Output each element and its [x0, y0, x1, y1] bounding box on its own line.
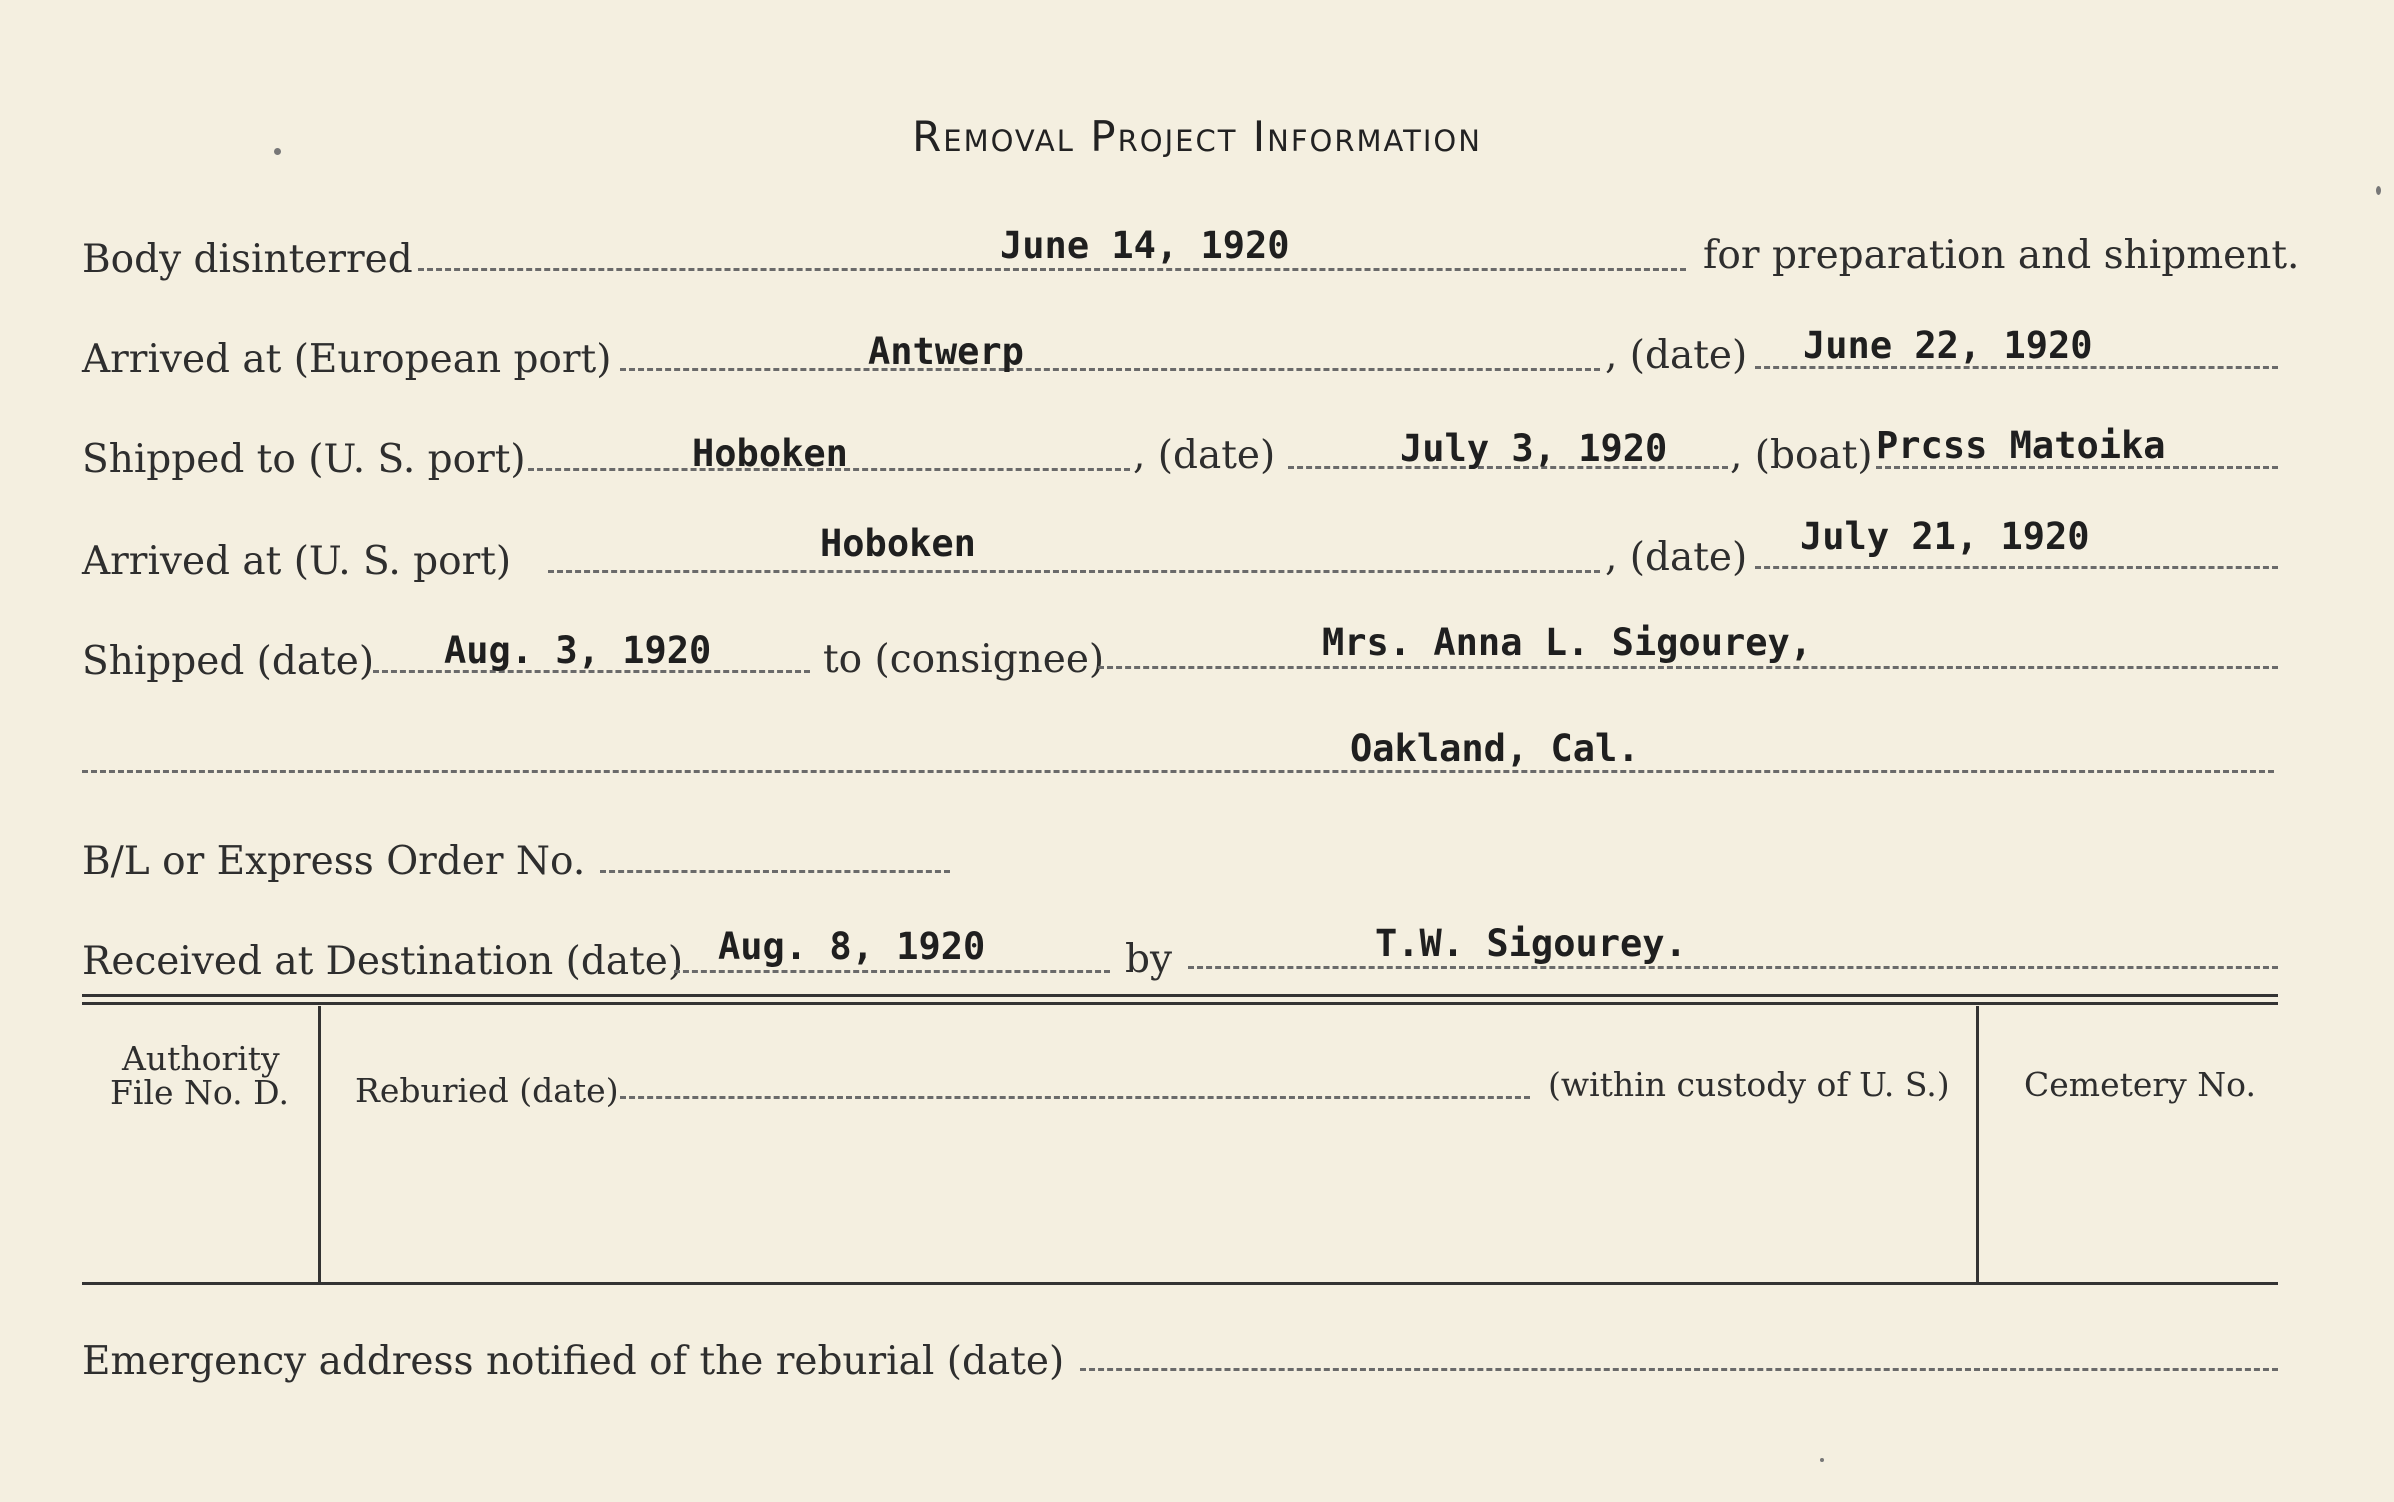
shipped-us-port: Hoboken — [692, 432, 848, 475]
arrived-us-label: Arrived at (U. S. port) — [82, 539, 512, 584]
bl-line — [600, 870, 950, 873]
disinterred-line — [418, 268, 1686, 271]
arrived-eu-port-line — [620, 368, 1600, 371]
reburied-line — [620, 1096, 1530, 1099]
paper-speck — [1820, 1458, 1824, 1462]
box-divider-right — [1976, 1006, 1979, 1282]
paper-speck — [2376, 186, 2381, 195]
arrived-eu-port: Antwerp — [868, 330, 1024, 373]
box-top-rule-2 — [82, 1002, 2278, 1005]
arrived-eu-date: June 22, 1920 — [1803, 324, 2093, 367]
arrived-us-port: Hoboken — [820, 522, 976, 565]
received-label: Received at Destination (date) — [82, 939, 684, 984]
paper-speck — [274, 148, 281, 155]
received-by-line — [1188, 966, 2278, 969]
shipped-us-date-label: , (date) — [1133, 433, 1276, 478]
shipped-us-label: Shipped to (U. S. port) — [82, 437, 526, 482]
address-line — [82, 770, 2274, 773]
shipped-us-boat-label: , (boat) — [1730, 433, 1873, 478]
disinterred-suffix: for preparation and shipment. — [1703, 233, 2300, 278]
arrived-us-date-label: , (date) — [1605, 535, 1748, 580]
arrived-eu-label: Arrived at (European port) — [82, 337, 612, 382]
bl-label: B/L or Express Order No. — [82, 839, 586, 884]
disinterred-label: Body disinterred — [82, 237, 413, 282]
reburied-label: Reburied (date) — [355, 1071, 619, 1110]
consignee-line — [1098, 666, 2278, 669]
received-by-label: by — [1125, 937, 1172, 982]
received-by: T.W. Sigourey. — [1375, 922, 1687, 965]
cemetery-label: Cemetery No. — [2024, 1065, 2256, 1104]
box-divider-left — [318, 1006, 321, 1282]
arrived-us-port-line — [548, 570, 1600, 573]
consignee-address: Oakland, Cal. — [1350, 727, 1640, 770]
box-bottom-rule — [82, 1282, 2278, 1285]
box-top-rule — [82, 994, 2278, 997]
form-title: Removal Project Information — [912, 112, 1482, 161]
emergency-line — [1080, 1368, 2278, 1371]
arrived-eu-date-label: , (date) — [1605, 333, 1748, 378]
emergency-label: Emergency address notified of the reburial (date) — [82, 1339, 1065, 1384]
shipped-label: Shipped (date) — [82, 639, 375, 684]
arrived-us-date-line — [1755, 566, 2278, 569]
shipped-us-boat: Prcss Matoika — [1876, 424, 2166, 467]
consignee-name: Mrs. Anna L. Sigourey, — [1322, 621, 1813, 664]
authority-label-1: Authority — [122, 1039, 280, 1078]
authority-label-2: File No. D. — [110, 1073, 289, 1112]
consignee-label: to (consignee) — [823, 637, 1105, 682]
received-date: Aug. 8, 1920 — [718, 925, 986, 968]
received-date-line — [674, 970, 1110, 973]
shipped-date: Aug. 3, 1920 — [444, 629, 712, 672]
arrived-us-date: July 21, 1920 — [1800, 515, 2090, 558]
custody-label: (within custody of U. S.) — [1548, 1065, 1950, 1104]
shipped-us-date: July 3, 1920 — [1400, 427, 1668, 470]
disinterred-date: June 14, 1920 — [1000, 224, 1290, 267]
